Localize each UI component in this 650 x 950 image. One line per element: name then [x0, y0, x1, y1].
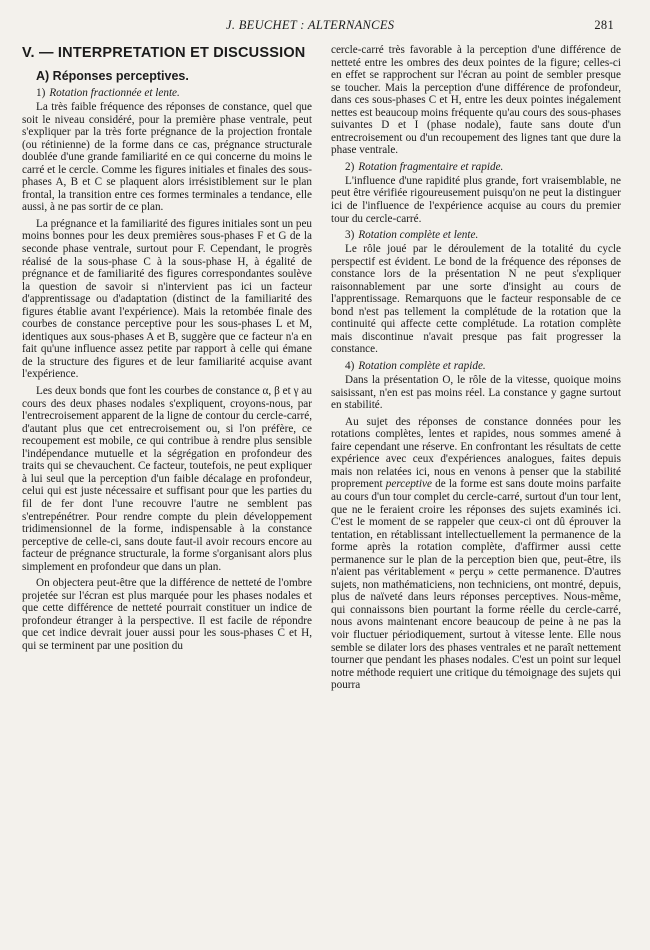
part-heading-3 [345, 229, 621, 242]
part-number: 2) [345, 160, 355, 173]
paragraph: Dans la présentation O, le rôle de la vitesse, quoique moins saisissant, n'en est pas moins réel. La constance y gagne surtout en stabilité. [331, 374, 621, 412]
left-column [22, 44, 312, 657]
part-number: 3) [345, 229, 355, 242]
part-heading-1 [36, 87, 312, 100]
subsection-title: A) Réponses perceptives. [36, 69, 189, 83]
part-title: Rotation complète et lente. [358, 229, 479, 242]
emphasis: perceptive [385, 478, 432, 491]
page-number: 281 [594, 18, 614, 32]
paragraph: On objectera peut-être que la différence de netteté de l'ombre projetée sur l'écran est plus marquée pour les phases nodales et que cette différence de netteté pourrait constituer un indice de profondeur étranger à la perspective. Il est facile de répondre que cet indice devrait jouer aussi pour les sous-phases C et H, qui se terminent par une position du [22, 577, 312, 652]
part-heading-2 [345, 161, 621, 174]
paragraph: La très faible fréquence des réponses de constance, quel que soit le niveau considéré, pour la première phase ventrale, peut s'expliquer par la très forte prégnance de la projection frontale (ou rétinienne) de la forme dans ce cas, prégnance structurale doublée d'une grande familiarité en ce qui concerne du moins le carré et le cercle. Comme les figures initiales et finales des sous-phases A, B et C se plaquent alors irrésistiblement sur le plan frontal, la transition entre ces formes terminales a tendance, elle aussi, à ne pas sortir de ce plan. [22, 101, 312, 214]
running-title: J. BEUCHET : ALTERNANCES [226, 18, 395, 32]
running-header [0, 14, 650, 36]
part-title: Rotation fractionnée et lente. [49, 87, 180, 99]
paragraph [331, 416, 621, 692]
paragraph: La prégnance et la familiarité des figures initiales sont un peu moins bonnes pour les deux premières sous-phases F et G de la seconde phase ventrale, surtout pour F. Cependant, le progrès réalisé de la sous-phase C à la sous-phase H, à égalité de prégnance et de familiarité des figures correspondantes soulève la question de savoir si n'intervient pas ici un facteur d'apprentissage ou d'adaptation (distinct de la familiarité des figures établie avant l'expérience). Mais la retombée finale des courbes de constance perceptive pour les sous-phases L et M, identiques aux sous-phases A et B, suggère que ce facteur n'a en fait qu'une influence assez petite par rapport à celle qui émane de la structure des figures et de leur familiarité acquise avant l'expérience. [22, 217, 312, 381]
text-run: de la forme est sans doute moins parfaite au cours d'un tour complet du cercle-carré, surtout d'un tour lent, que ne le feraient croire les réponses des sujets examinés ici. C'est le moment de se rappeler que ceux-ci ont dû éprouver la tentation, en rétablissant intellectuellement la permanence de la forme après la rotation complète, d'affirmer aussi cette permanence sur le plan de la perception bien que, peut-être, ils n'aient pas véritablement « perçu » cette permanence. D'autres sujets, non mathématiciens, non techniciens, ont montré, depuis, plus de naïveté dans leurs réponses perceptives. Nous-même, qui connaissons bien pourtant la forme réelle du cercle-carré, nous avons maintenant encore beaucoup de peine à ne pas la voir fluctuer périodiquement, surtout à vitesse lente. Elle nous semble se dilater lors des phases ventrales et ne paraît nettement tourner que pendant les phases nodales. C'est un point sur lequel notre méthode requiert une critique du témoignage des sujets qui pourra [331, 478, 621, 692]
paragraph: Le rôle joué par le déroulement de la totalité du cycle perspectif est évident. Le bond de la fréquence des réponses de constance lors de la présentation N ne peut s'expliquer raisonnablement par une sorte d'insight au cours de l'apprentissage. Remarquons que le facteur responsable de ce bond n'est pas tellement la complétude de la rotation que la continuité qui affecte cette complétude. La rotation complète mais discontinue n'avait presque pas fait progresser la constance. [331, 243, 621, 356]
paragraph: cercle-carré très favorable à la perception d'une différence de netteté entre les ombres des deux pointes de la figure; celles-ci en effet se rapprochent sur l'écran au point de sembler presque se toucher. Mais la perception d'une différence de profondeur, dans ces sous-phases C et H, entre les deux pointes inégalement nettes est beaucoup moins fréquente qu'au cours des sous-phases suivantes D et I (phase nodale), faute sans doute d'un entrecroisement ou d'un recoupement des lignes tant que dure la phase ventrale. [331, 44, 621, 157]
text-run: Au sujet des réponses de constance données pour les rotations complètes, lentes et rapides, nous sommes amené à faire cependant une réserve. En confrontant les résultats de cette expérience avec ceux d'expériences analogues, faites depuis mais non relatées ici, nous en venons à penser que la stabilité proprement [331, 415, 621, 491]
part-number: 1) [36, 87, 46, 99]
section-title: V. — INTERPRETATION ET DISCUSSION [22, 45, 306, 61]
part-heading-4 [345, 360, 621, 373]
right-column [331, 44, 621, 696]
part-title: Rotation fragmentaire et rapide. [358, 160, 504, 173]
part-number: 4) [345, 360, 355, 373]
paragraph: Les deux bonds que font les courbes de constance α, β et γ au cours des deux phases nodales s'expliquent, croyons-nous, par l'entrecroisement apparent de la ligne de contour du cercle-carré, d'autant plus que cet entrecroisement ou, si l'on préfère, ce recoupement est mobile, ce qui contribue à rendre plus sensible l'indépendance mutuelle et la ségrégation en profondeur des traits qui se chevauchent. Ce facteur, toutefois, ne peut expliquer à lui seul que la perception d'un faible décalage en profondeur, celui qui est juste nécessaire et suffisant pour que les parties du fil de fer dont l'une recouvre l'autre ne semblent pas s'entrepénétrer. Pour rendre compte du plein développement tridimensionnel de la forme, indispensable à la constance perceptive de celle-ci, sans doute faut-il avoir recours encore au facteur de prégnance structurale, la forme s'organisant alors plus simplement en profondeur que dans un plan. [22, 385, 312, 573]
part-title: Rotation complète et rapide. [358, 360, 486, 373]
paragraph: L'influence d'une rapidité plus grande, fort vraisemblable, ne peut être vérifiée rigoureusement puisqu'on ne peut la distinguer ici de l'influence de l'expérience acquise au cours du premier tour du cercle-carré. [331, 174, 621, 225]
